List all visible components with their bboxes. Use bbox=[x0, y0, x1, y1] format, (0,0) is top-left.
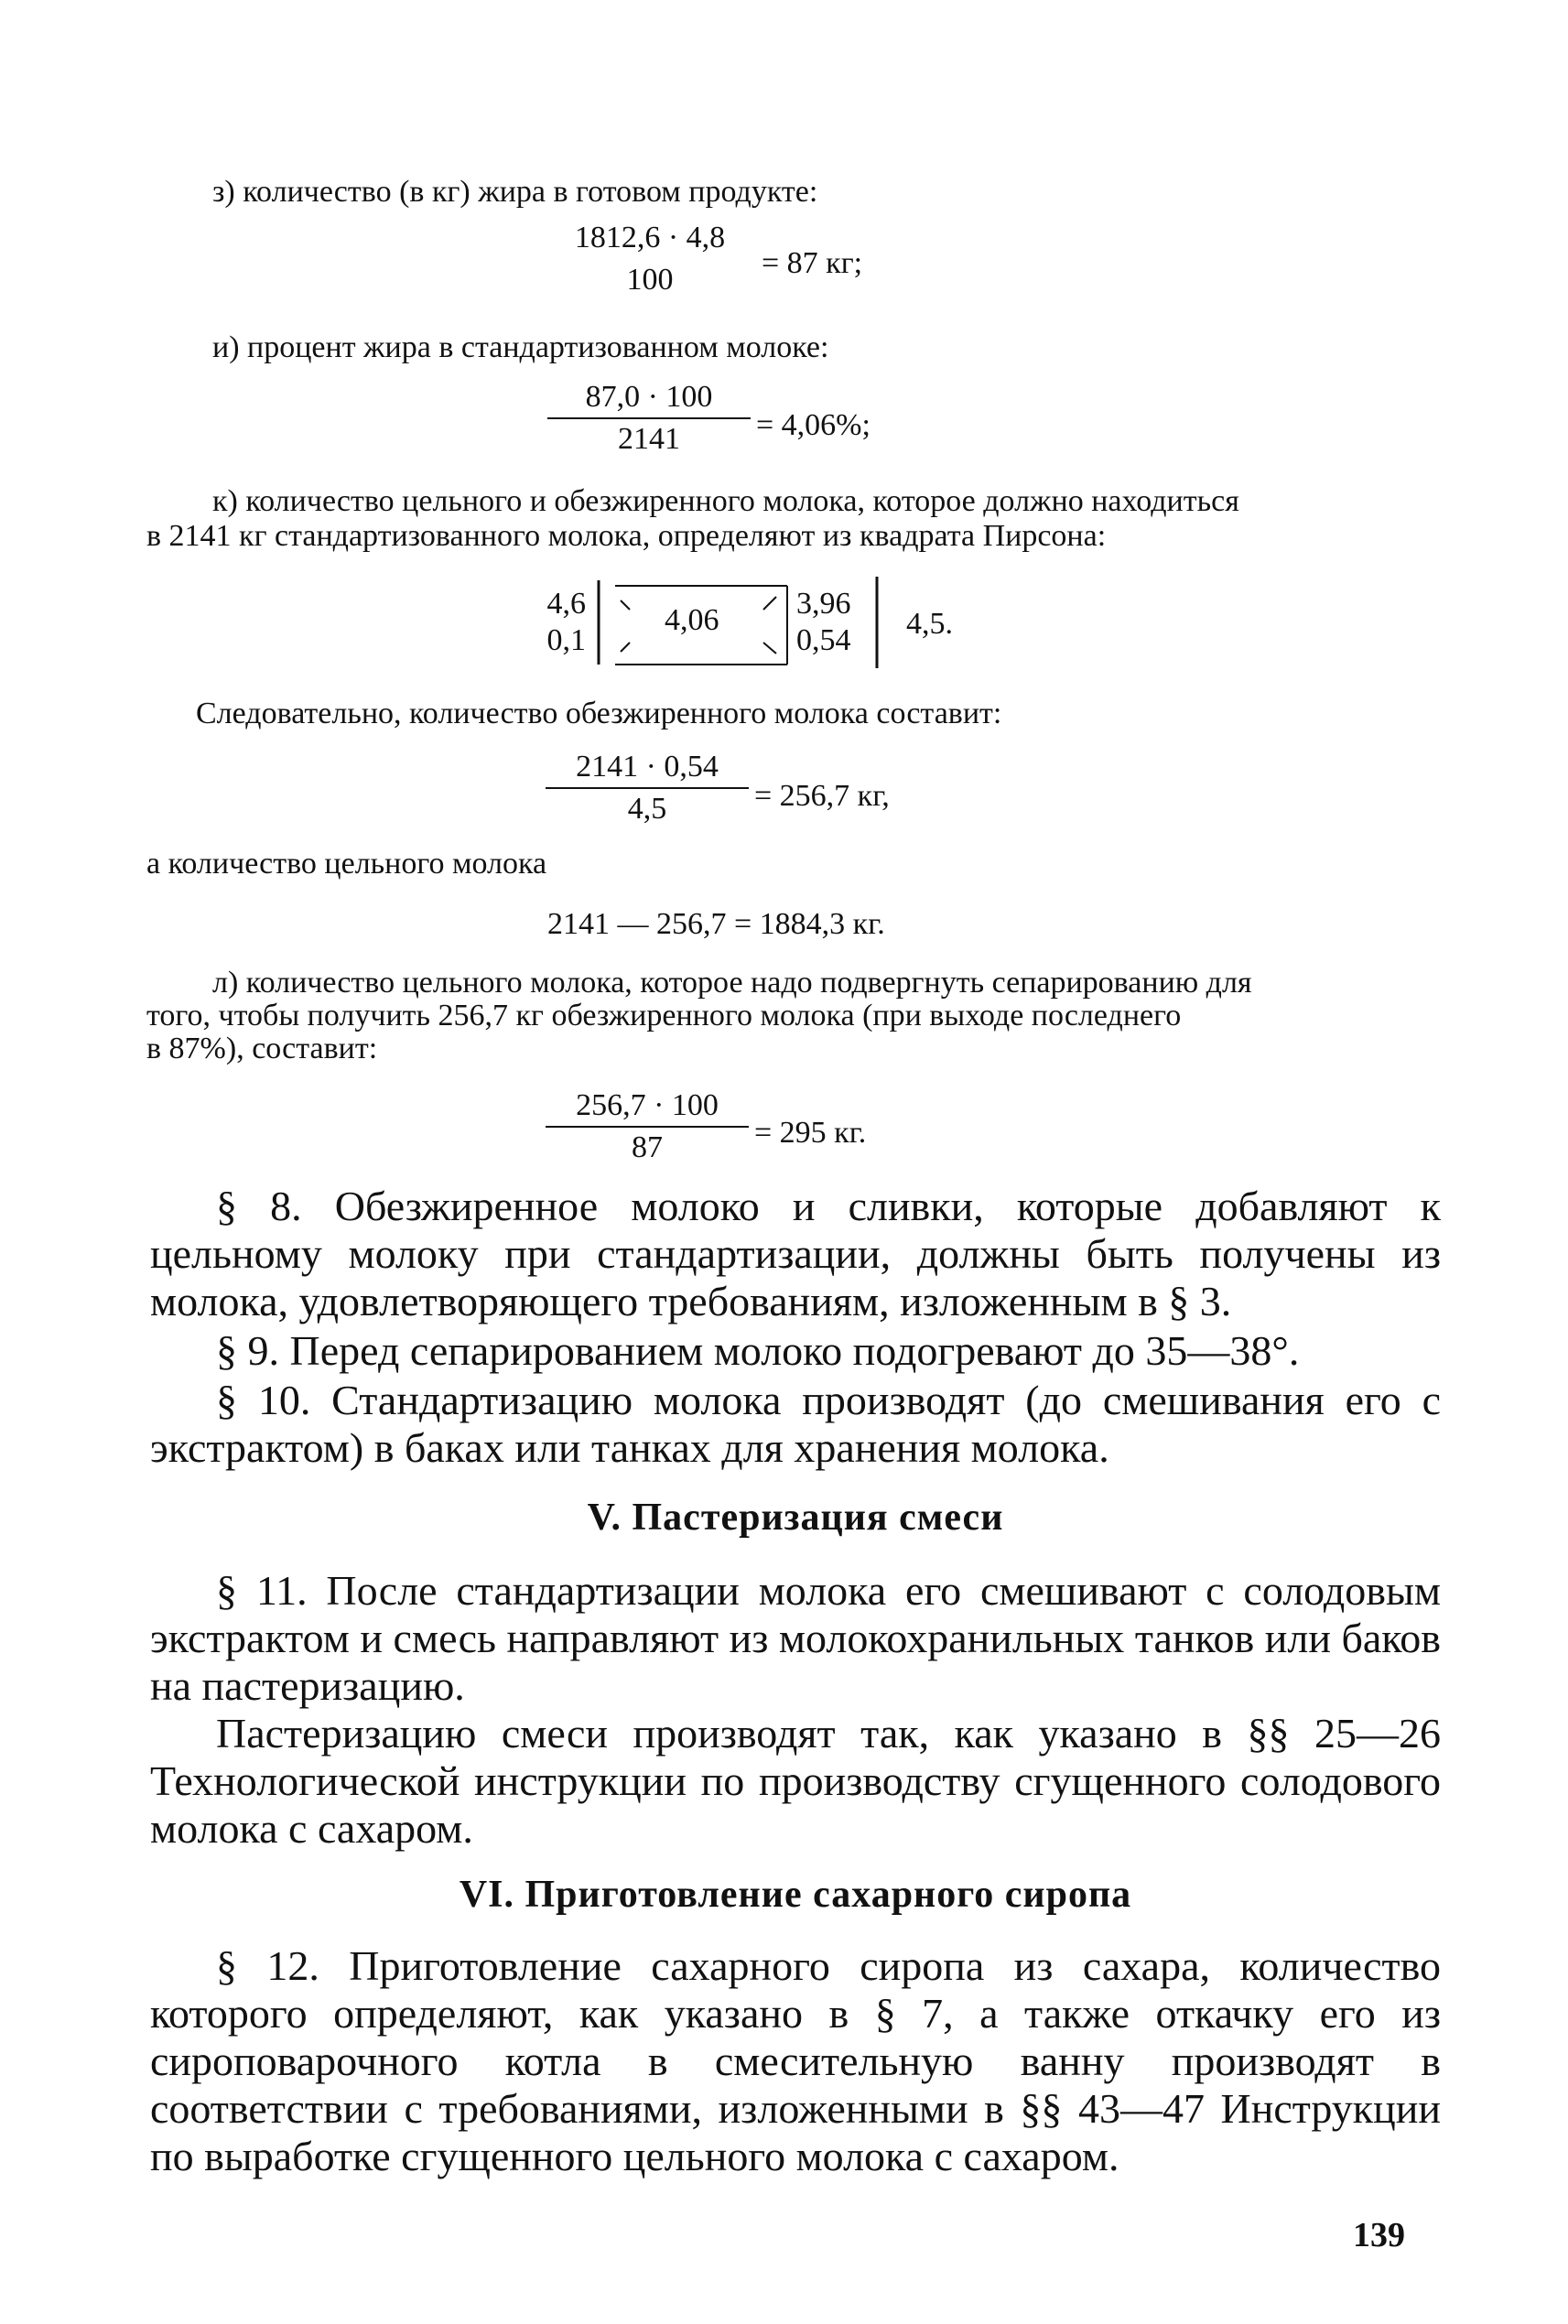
paragraph-11: § 11. После стандартизации молока его смешивают с солодовым экстрактом и смесь направляют из молокохранильных танков или баков на пастеризацию. bbox=[150, 1567, 1441, 1709]
calc-l-line2: того, чтобы получить 256,7 кг обезжиренного молока (при выходе последнего bbox=[146, 999, 1182, 1032]
pearson-diagonal-br bbox=[763, 643, 776, 654]
calc-l-fraction-bar bbox=[546, 1126, 749, 1128]
pearson-right-top: 3,96 bbox=[796, 587, 851, 621]
paragraph-12: § 12. Приготовление сахарного сиропа из сахара, количество которого определяют, как указано в § 7, а также откачку его из сироповарочного котла в смесительную ванну производят в соответствии с требованиями, изложенными в §§ 43—47 Инструкции по выработке сгущенного цельного молока с сахаром. bbox=[150, 1942, 1441, 2179]
calc-z-fraction bbox=[549, 220, 751, 298]
paragraph-11b: Пастеризацию смеси производят так, как указано в §§ 25—26 Технологической инструкции по производству сгущенного солодового молока с сахаром. bbox=[150, 1710, 1441, 1852]
calc-s-result: = 256,7 кг, bbox=[754, 779, 890, 813]
calc-l-line3: в 87%), составит: bbox=[146, 1032, 378, 1065]
pearson-right-bottom: 0,54 bbox=[796, 623, 851, 657]
section-heading-5: V. Пастеризация смеси bbox=[587, 1497, 1004, 1539]
pearson-left-top: 4,6 bbox=[546, 587, 586, 621]
calc-l-line1: л) количество цельного молока, которое надо подвергнуть сепарированию для bbox=[212, 966, 1252, 1000]
calc-whole-equation: 2141 — 256,7 = 1884,3 кг. bbox=[547, 907, 885, 941]
calc-i-result: = 4,06%; bbox=[756, 408, 871, 442]
calc-l-numerator: 256,7 · 100 bbox=[576, 1088, 719, 1122]
paragraph-8: § 8. Обезжиренное молоко и сливки, которые добавляют к цельному молоку при стандартизации, должны быть получены из молока, удовлетворяющего требованиям, изложенным в § 3. bbox=[150, 1183, 1441, 1324]
pearson-left-bottom: 0,1 bbox=[546, 623, 586, 657]
calc-whole-label: а количество цельного молока bbox=[146, 847, 547, 881]
pearson-total: 4,5. bbox=[906, 607, 953, 641]
calc-z-numerator: 1812,6 · 4,8 bbox=[574, 221, 726, 254]
calc-i-fraction bbox=[547, 379, 751, 458]
calc-i-numerator: 87,0 · 100 bbox=[585, 380, 713, 414]
calc-l-fraction bbox=[546, 1087, 749, 1166]
calc-s-denominator: 4,5 bbox=[627, 792, 667, 826]
calc-z-result: = 87 кг; bbox=[762, 246, 863, 280]
pearson-diagonal-tr bbox=[763, 597, 776, 610]
calc-s-numerator: 2141 · 0,54 bbox=[576, 750, 719, 784]
calc-s-fraction bbox=[546, 749, 749, 827]
pearson-diagonal-tl bbox=[621, 600, 630, 610]
calc-s-fraction-bar bbox=[546, 787, 749, 789]
calc-k-line2: в 2141 кг стандартизованного молока, определяют из квадрата Пирсона: bbox=[146, 519, 1107, 553]
page-number: 139 bbox=[1353, 2216, 1405, 2254]
pearson-diagonal-bl bbox=[621, 643, 630, 652]
calc-l-denominator: 87 bbox=[632, 1130, 663, 1164]
calc-i-denominator: 2141 bbox=[618, 422, 680, 456]
calc-i-fraction-bar bbox=[547, 417, 751, 419]
calc-therefore: Следовательно, количество обезжиренного молока составит: bbox=[196, 697, 1002, 730]
paragraph-9: § 9. Перед сепарированием молоко подогревают до 35—38°. bbox=[216, 1327, 1300, 1374]
section-heading-6: VI. Приготовление сахарного сиропа bbox=[459, 1874, 1132, 1916]
calc-k-line1: к) количество цельного и обезжиренного молока, которое должно находиться bbox=[212, 484, 1239, 518]
pearson-center: 4,06 bbox=[665, 603, 719, 637]
calc-z-denominator: 100 bbox=[626, 263, 674, 297]
calc-l-result: = 295 кг. bbox=[754, 1116, 867, 1150]
calc-i-label: и) процент жира в стандартизованном молоке: bbox=[212, 330, 829, 364]
calc-z-label: з) количество (в кг) жира в готовом продукте: bbox=[212, 175, 818, 209]
paragraph-10: § 10. Стандартизацию молока производят (до смешивания его с экстрактом) в баках или танках для хранения молока. bbox=[150, 1377, 1441, 1471]
